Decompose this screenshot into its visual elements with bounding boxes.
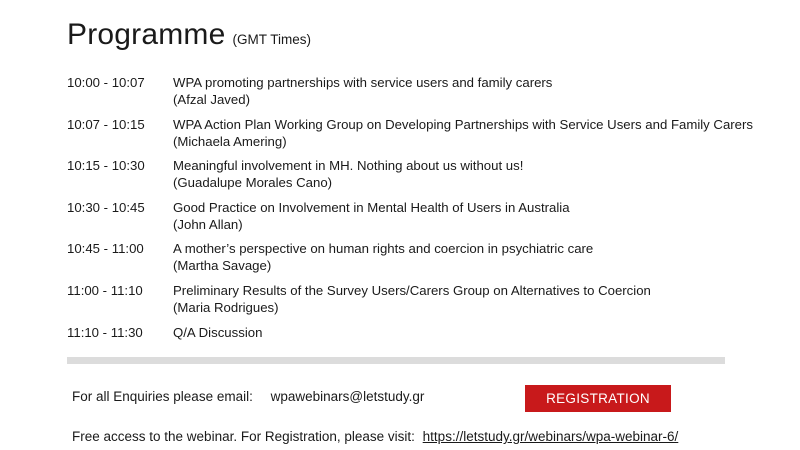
session-time: 10:30 - 10:45 <box>67 199 145 215</box>
registration-button[interactable]: REGISTRATION <box>525 385 671 412</box>
session-detail <box>173 157 787 199</box>
session-speaker: (Guadalupe Morales Cano) <box>173 175 333 191</box>
session-speaker: (Martha Savage) <box>173 258 272 274</box>
session-title: Meaningful involvement in MH. Nothing about us without us! <box>173 158 524 174</box>
session-detail <box>173 282 787 324</box>
session-title: Good Practice on Involvement in Mental Health of Users in Australia <box>173 199 570 215</box>
enquiry-line <box>72 389 424 404</box>
schedule-row <box>67 157 787 199</box>
session-detail <box>173 240 787 282</box>
access-line <box>72 429 678 444</box>
access-text: Free access to the webinar. For Registration, please visit: <box>72 429 415 444</box>
schedule-list <box>67 74 787 348</box>
page-subtitle: (GMT Times) <box>232 32 312 47</box>
session-speaker: (John Allan) <box>173 216 243 232</box>
schedule-row <box>67 116 787 158</box>
schedule-row <box>67 240 787 282</box>
enquiry-email: wpawebinars@letstudy.gr <box>270 389 425 404</box>
session-title: Q/A Discussion <box>173 324 263 340</box>
session-title: WPA Action Plan Working Group on Developing Partnerships with Service Users and Family Carers <box>173 116 754 132</box>
session-time: 11:10 - 11:30 <box>67 324 143 340</box>
session-title: Preliminary Results of the Survey Users/Carers Group on Alternatives to Coercion <box>173 282 651 298</box>
session-detail <box>173 199 787 241</box>
session-title: A mother’s perspective on human rights and coercion in psychiatric care <box>173 241 594 257</box>
session-time: 11:00 - 11:10 <box>67 282 143 298</box>
session-time: 10:45 - 11:00 <box>67 241 144 257</box>
schedule-row <box>67 324 787 348</box>
session-title: WPA promoting partnerships with service users and family carers <box>173 75 553 90</box>
session-detail <box>173 116 787 158</box>
schedule-row <box>67 74 787 116</box>
session-speaker: (Afzal Javed) <box>173 92 250 107</box>
session-speaker: (Michaela Amering) <box>173 133 287 149</box>
enquiry-label: For all Enquiries please email: <box>72 389 253 404</box>
session-time: 10:00 - 10:07 <box>67 75 145 90</box>
session-speaker: (Maria Rodrigues) <box>173 299 279 315</box>
session-time: 10:15 - 10:30 <box>67 158 145 174</box>
session-detail <box>173 74 787 116</box>
schedule-row <box>67 199 787 241</box>
programme-header <box>67 18 311 52</box>
section-divider <box>67 357 725 364</box>
page-title: Programme <box>67 18 226 51</box>
session-detail <box>173 324 787 348</box>
session-time: 10:07 - 10:15 <box>67 116 145 132</box>
schedule-row <box>67 282 787 324</box>
registration-link[interactable]: https://letstudy.gr/webinars/wpa-webinar-6/ <box>422 429 679 444</box>
